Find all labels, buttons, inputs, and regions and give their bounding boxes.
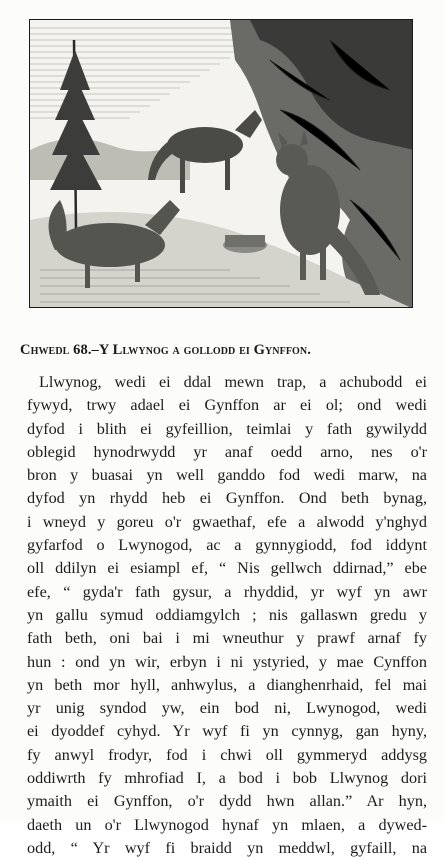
text-line: daeth un o'r Llwynogod hynaf yn mlaen, a dywed- <box>27 815 427 834</box>
text-line: dyfod yn rhydd heb ei Gynffon. Ond beth bynag, <box>27 489 427 508</box>
text-line: yr unig syndod yw, ein bod ni, Lwynogod, wedi <box>27 699 427 718</box>
text-line: Llwynog, wedi ei ddal mewn trap, a achubodd ei <box>39 373 427 391</box>
engraving-image <box>30 20 413 308</box>
fable-body <box>27 371 427 860</box>
text-line: hun : ond yn wir, erbyn i ni ystyried, y mae Cynffon <box>27 652 427 671</box>
text-line: yn gallu symud oddiamgylch ; nis gallaswn gredu y <box>27 605 427 624</box>
text-line: efe, “ gyda'r fath gysur, a rhyddid, yr wyf yn awr <box>27 582 427 601</box>
text-line: gyfarfod o Lwynogod, ac a gynnygiodd, fod iddynt <box>27 536 427 555</box>
text-line: i wneyd y goreu o'r gwaethaf, efe a alwodd y'nghyd <box>27 512 427 531</box>
fable-title: Chwedl 68.–Y Llwynog a gollodd ei Gynffon. <box>20 342 311 358</box>
text-line: fy anwyl frodyr, fod i chwi oll gymmeryd addysg <box>27 745 427 764</box>
text-line: oddiwrth fy mhrofiad I, a bod i bob Llwynog dori <box>27 769 427 788</box>
text-line: odd, “ Yr wyf fi braidd yn meddwl, gyfaill, na <box>27 838 427 857</box>
text-line: dyfod i blith ei gyfeillion, teimlai y fath gywilydd <box>27 419 427 438</box>
text-line: oll ddilyn ei esiampl ef, “ Nis gellwch ddirnad,” ebe <box>27 559 427 578</box>
fable-illustration <box>29 19 413 308</box>
text-line: ymaith ei Gynffon, o'r dydd hwn allan.” Ar hyn, <box>27 792 427 811</box>
text-line: fath beth, oni bai i mi wneuthur y prawf arnaf fy <box>27 629 427 648</box>
text-line: fywyd, trwy adael ei Gynffon ar ei ol; ond wedi <box>27 396 427 415</box>
text-line: oblegid hynodrwydd yr anaf oedd arno, nes o'r <box>27 442 427 461</box>
text-line: ei dyoddef cyhyd. Yr wyf fi yn cynnyg, gan hyny, <box>27 722 427 741</box>
text-line: yn beth mor hyll, anhwylus, a dianghenrhaid, fel mai <box>27 675 427 694</box>
text-line: bron y buasai yn well ganddo fod wedi marw, na <box>27 466 427 485</box>
